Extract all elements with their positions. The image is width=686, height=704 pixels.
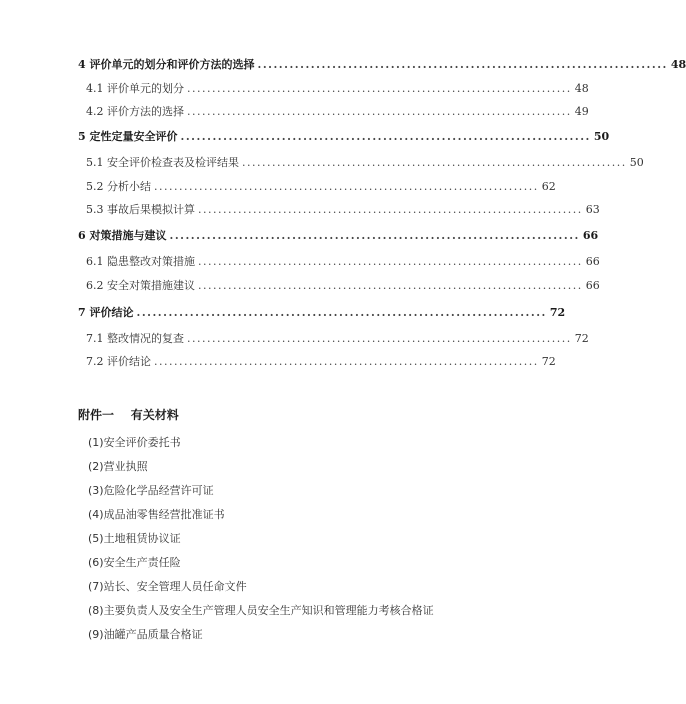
toc-entry-page: 63 — [585, 203, 600, 216]
toc-leader-dots: ............................................................................. — [187, 105, 572, 118]
toc-entry-label: 6 对策措施与建议 — [78, 229, 167, 242]
attachment-item-2: (2)营业执照 — [88, 460, 148, 473]
toc-leader-dots: ............................................................................. — [198, 279, 583, 292]
toc-entry-page: 72 — [541, 355, 556, 368]
toc-entry-section-4-1[interactable] — [78, 82, 589, 96]
toc-entry-section-5-3[interactable] — [78, 203, 600, 217]
toc-leader-dots: ............................................................................. — [198, 203, 583, 216]
toc-leader-dots: ............................................................................. — [242, 156, 627, 169]
attachment-item-6: (6)安全生产责任险 — [88, 556, 181, 569]
toc-entry-label: 5.1 安全评价检查表及检评结果 — [86, 156, 239, 169]
attachment-title: 附件一 有关材料 — [78, 408, 179, 422]
toc-leader-dots: ............................................................................. — [154, 355, 539, 368]
toc-leader-dots: ............................................................................. — [169, 229, 580, 242]
toc-leader-dots: ............................................................................. — [257, 58, 668, 71]
toc-entry-label: 5.2 分析小结 — [86, 180, 151, 193]
toc-entry-section-6-1[interactable] — [78, 255, 600, 269]
toc-entry-section-5-2[interactable] — [78, 180, 556, 194]
attachment-item-3: (3)危险化学品经营许可证 — [88, 484, 214, 497]
toc-entry-page: 62 — [541, 180, 556, 193]
toc-entry-page: 66 — [585, 255, 600, 268]
toc-entry-label: 4.1 评价单元的划分 — [86, 82, 184, 95]
attachment-item-1: (1)安全评价委托书 — [88, 436, 181, 449]
toc-entry-label: 5.3 事故后果模拟计算 — [86, 203, 195, 216]
toc-entry-label: 7.2 评价结论 — [86, 355, 151, 368]
toc-leader-dots: ............................................................................. — [180, 130, 591, 143]
toc-leader-dots: ............................................................................. — [198, 255, 583, 268]
toc-entry-label: 7.1 整改情况的复查 — [86, 332, 184, 345]
toc-entry-chapter-6[interactable] — [78, 229, 599, 243]
toc-entry-label: 6.2 安全对策措施建议 — [86, 279, 195, 292]
toc-leader-dots: ............................................................................. — [187, 332, 572, 345]
toc-entry-label: 5 定性定量安全评价 — [78, 130, 178, 143]
toc-entry-page: 72 — [549, 306, 566, 319]
attachment-item-8: (8)主要负责人及安全生产管理人员安全生产知识和管理能力考核合格证 — [88, 604, 434, 617]
toc-entry-page: 66 — [582, 229, 599, 242]
toc-entry-section-6-2[interactable] — [78, 279, 600, 293]
toc-leader-dots: ............................................................................. — [136, 306, 547, 319]
toc-entry-page: 48 — [574, 82, 589, 95]
toc-entry-chapter-4[interactable] — [78, 58, 686, 72]
toc-entry-section-4-2[interactable] — [78, 105, 589, 119]
toc-entry-page: 49 — [574, 105, 589, 118]
attachment-item-9: (9)油罐产品质量合格证 — [88, 628, 203, 641]
toc-entry-section-7-1[interactable] — [78, 332, 589, 346]
attachment-item-7: (7)站长、安全管理人员任命文件 — [88, 580, 247, 593]
toc-entry-page: 48 — [670, 58, 686, 71]
toc-entry-section-7-2[interactable] — [78, 355, 556, 369]
attachment-item-5: (5)土地租赁协议证 — [88, 532, 181, 545]
attachment-item-4: (4)成品油零售经营批准证书 — [88, 508, 225, 521]
toc-entry-label: 4.2 评价方法的选择 — [86, 105, 184, 118]
toc-entry-section-5-1[interactable] — [78, 156, 644, 170]
toc-entry-page: 50 — [629, 156, 644, 169]
toc-entry-label: 6.1 隐患整改对策措施 — [86, 255, 195, 268]
toc-entry-chapter-7[interactable] — [78, 306, 566, 320]
toc-entry-label: 4 评价单元的划分和评价方法的选择 — [78, 58, 255, 71]
toc-entry-chapter-5[interactable] — [78, 130, 610, 144]
toc-leader-dots: ............................................................................. — [154, 180, 539, 193]
toc-entry-label: 7 评价结论 — [78, 306, 134, 319]
toc-leader-dots: ............................................................................. — [187, 82, 572, 95]
toc-entry-page: 50 — [593, 130, 610, 143]
toc-entry-page: 66 — [585, 279, 600, 292]
toc-entry-page: 72 — [574, 332, 589, 345]
